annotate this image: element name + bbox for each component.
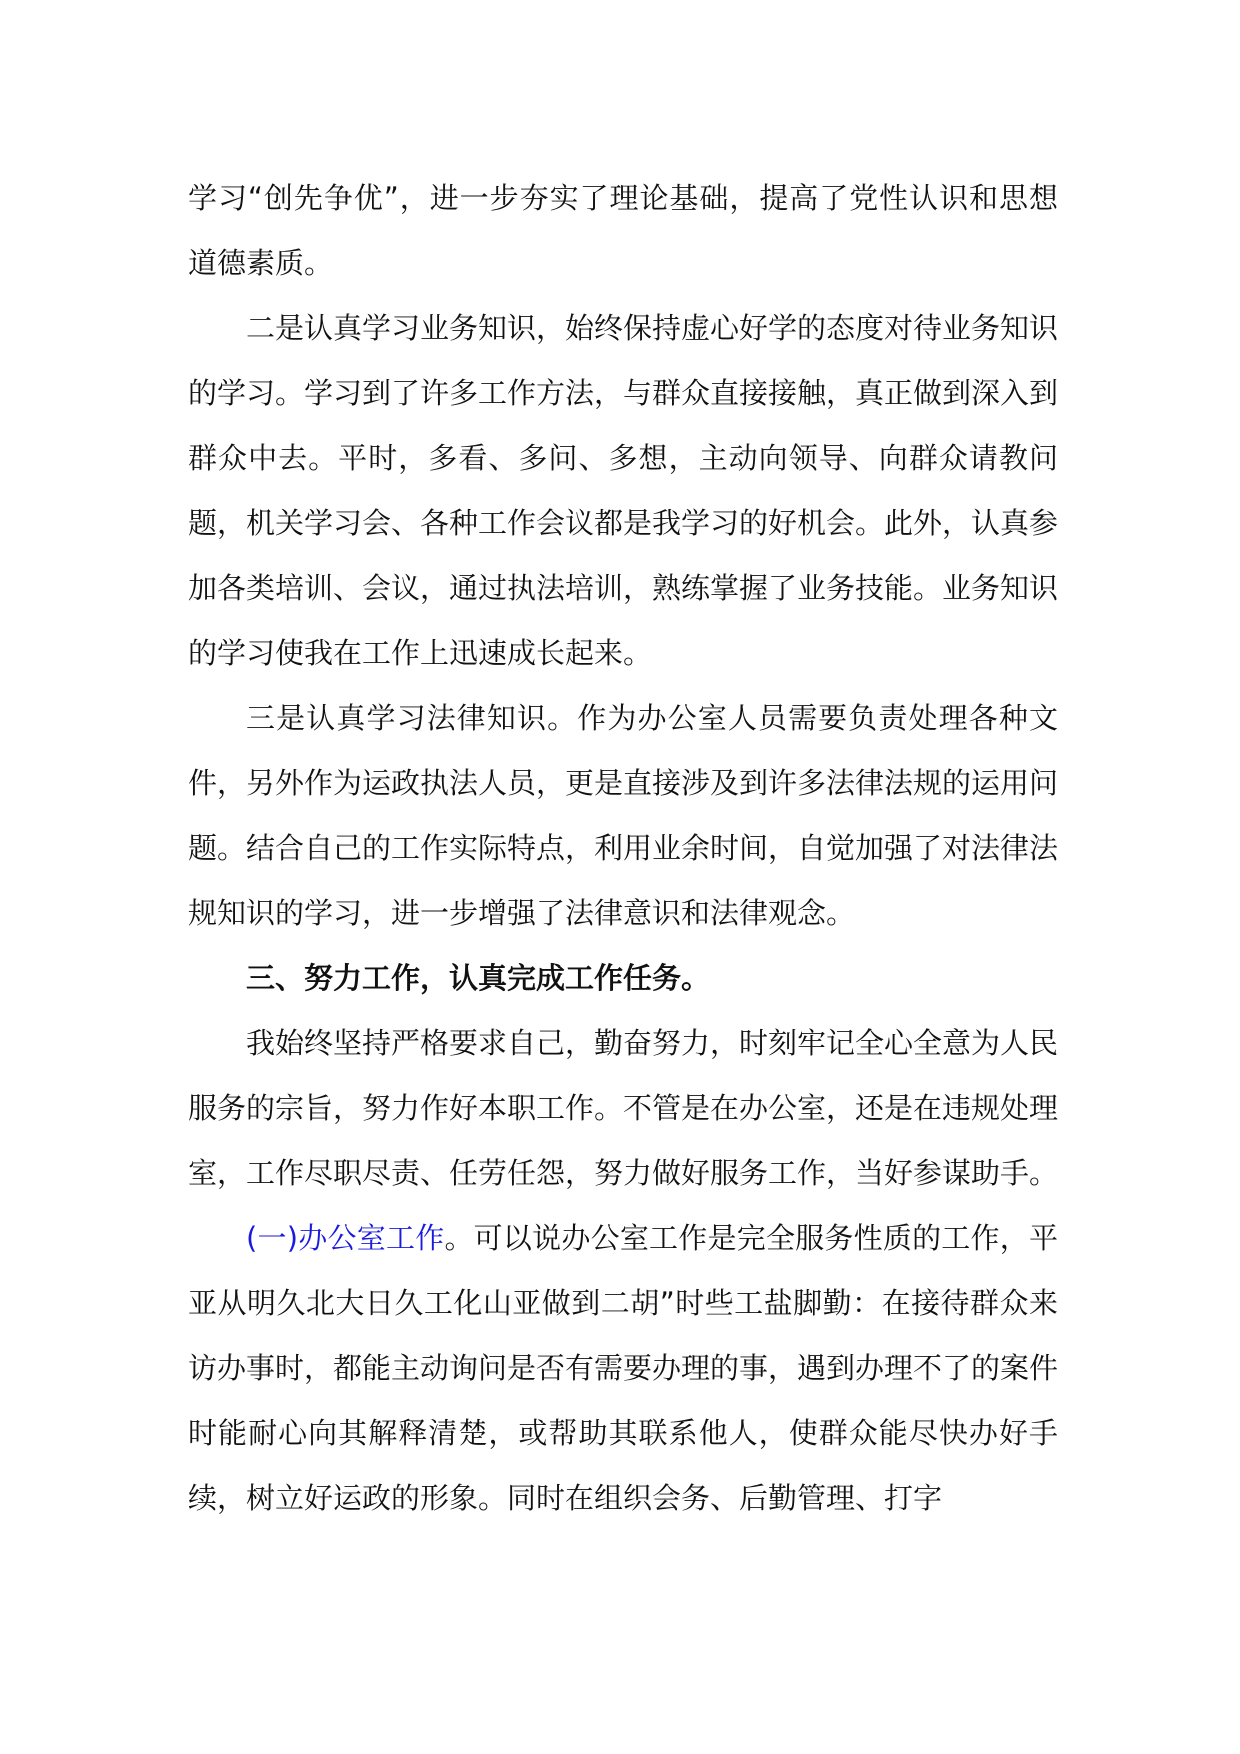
paragraph-study-law: 三是认真学习法律知识。作为办公室人员需要负责处理各种文件，另外作为运政执法人员，更是直接涉及到许多法律法规的运用问题。结合自己的工作实际特点，利用业余时间，自觉加强了对法律法规知识的学习，进一步增强了法律意识和法律观念。 <box>188 701 1059 930</box>
paragraph-study-business: 二是认真学习业务知识，始终保持虚心好学的态度对待业务知识的学习。学习到了许多工作方法，与群众直接接触，真正做到深入到群众中去。平时，多看、多问、多想，主动向领导、向群众请教问题，机关学习会、各种工作会议都是我学习的好机会。此外，认真参加各类培训、会议，通过执法培训，熟练掌握了业务技能。业务知识的学习使我在工作上迅速成长起来。 <box>188 311 1059 670</box>
office-work-label: (一)办公室工作 <box>246 1221 445 1255</box>
document-body <box>188 166 1058 1531</box>
section-heading-work: 三、努力工作，认真完成工作任务。 <box>246 961 711 995</box>
paragraph-study-theory-continued: 学习“创先争优”，进一步夯实了理论基础，提高了党性认识和思想道德素质。 <box>188 181 1058 280</box>
office-work-text: 。可以说办公室工作是完全服务性质的工作，平亚从明久北大日久工化山亚做到二胡”时些工盐脚勤：在接待群众来访办事时，都能主动询问是否有需要办理的事，遇到办理不了的案件时能耐心向其解释清楚，或帮助其联系他人，使群众能尽快办好手续，树立好运政的形象。同时在组织会务、后勤管理、打字 <box>188 1221 1059 1515</box>
paragraph-office-work <box>188 1206 1058 1531</box>
paragraph-work-attitude: 我始终坚持严格要求自己，勤奋努力，时刻牢记全心全意为人民服务的宗旨，努力作好本职工作。不管是在办公室，还是在违规处理室，工作尽职尽责、任劳任怨，努力做好服务工作，当好参谋助手。 <box>188 1026 1059 1190</box>
